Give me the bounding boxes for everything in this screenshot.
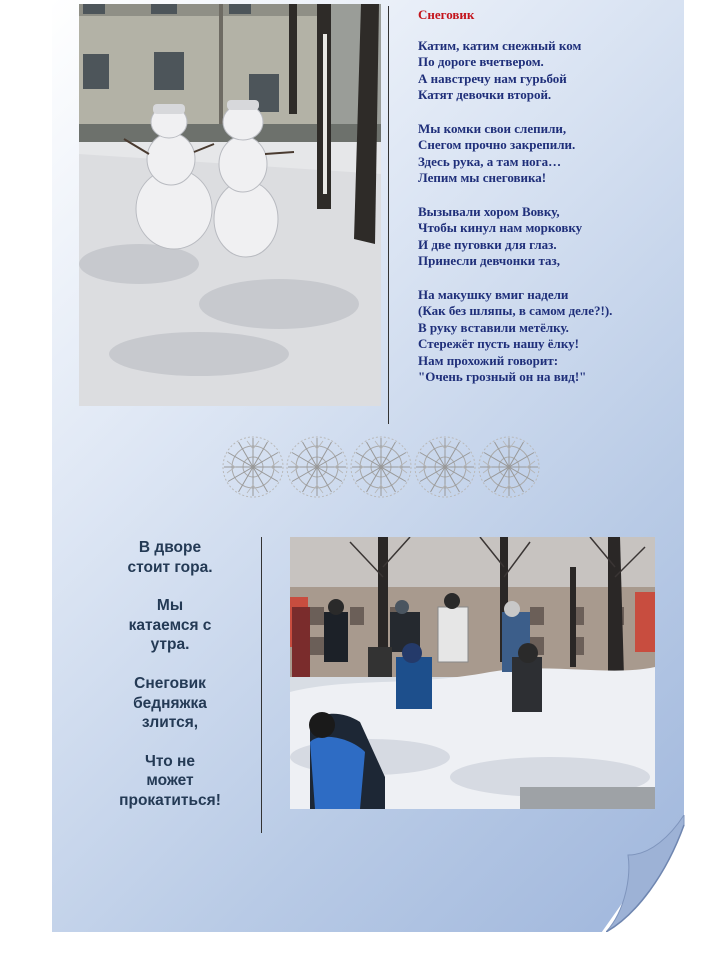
snowflake-icon: [415, 437, 475, 497]
snowmen-photo: [79, 4, 381, 406]
snowflake-icon: [479, 437, 539, 497]
verse-line: В дворе: [138, 539, 202, 556]
verse-line: прокатиться!: [119, 791, 221, 809]
poem-stanza: [418, 204, 698, 270]
poem-line: Катят девочки второй.: [418, 87, 552, 102]
verse-stanza: [100, 674, 240, 733]
snowflake-icon: [351, 437, 411, 497]
verse-line: Снеговик: [134, 674, 206, 692]
verse-line: стоит гора.: [127, 558, 213, 576]
verse-line: злится,: [141, 714, 199, 732]
verse-line: катаемся с: [128, 616, 212, 634]
poem-line: В руку вставили метёлку.: [418, 319, 569, 335]
verse-stanza: [100, 752, 240, 811]
poem-stanza: [418, 287, 698, 386]
poem-line: Снегом прочно закрепили.: [418, 137, 576, 152]
verse-line: утра.: [150, 636, 190, 654]
page-curl: [606, 815, 686, 932]
poem-line: А навстречу нам гурьбой: [418, 70, 567, 86]
poem-stanza: [418, 38, 698, 104]
short-verse: [100, 538, 240, 830]
poem-line: Принесли девчонки таз,: [418, 253, 560, 268]
poem-line: И две пуговки для глаз.: [418, 236, 557, 252]
poem-stanza: [418, 121, 698, 187]
poem: [418, 7, 698, 403]
poem-line: Катим, катим снежный ком: [418, 37, 582, 53]
snowflake-divider: [220, 434, 542, 500]
children-in-snow-photo: [290, 537, 655, 809]
verse-line: может: [146, 772, 194, 790]
poem-line: Мы комки свои слепили,: [418, 120, 567, 136]
vertical-divider: [261, 537, 262, 833]
poem-line: Здесь рука, а там нога…: [418, 153, 562, 169]
poem-line: На макушку вмиг надели: [418, 286, 569, 302]
snowflake-icon: [287, 437, 347, 497]
poem-line: По дороге вчетвером.: [418, 54, 544, 69]
verse-line: Мы: [156, 597, 184, 615]
vertical-divider: [388, 6, 389, 424]
poem-line: Нам прохожий говорит:: [418, 352, 559, 368]
poem-title: Снеговик: [418, 7, 475, 22]
poem-line: "Очень грозный он на вид!": [418, 369, 587, 384]
verse-line: бедняжка: [133, 694, 207, 712]
poem-line: Стережёт пусть нашу ёлку!: [418, 336, 579, 351]
verse-line: Что не: [144, 752, 196, 770]
verse-stanza: [100, 538, 240, 577]
snowflake-icon: [223, 437, 283, 497]
poem-line: Чтобы кинул нам морковку: [418, 220, 583, 235]
poem-line: Лепим мы снеговика!: [418, 170, 547, 185]
poem-line: (Как без шляпы, в самом деле?!).: [418, 303, 613, 318]
verse-stanza: [100, 596, 240, 655]
poem-line: Вызывали хором Вовку,: [418, 203, 560, 219]
